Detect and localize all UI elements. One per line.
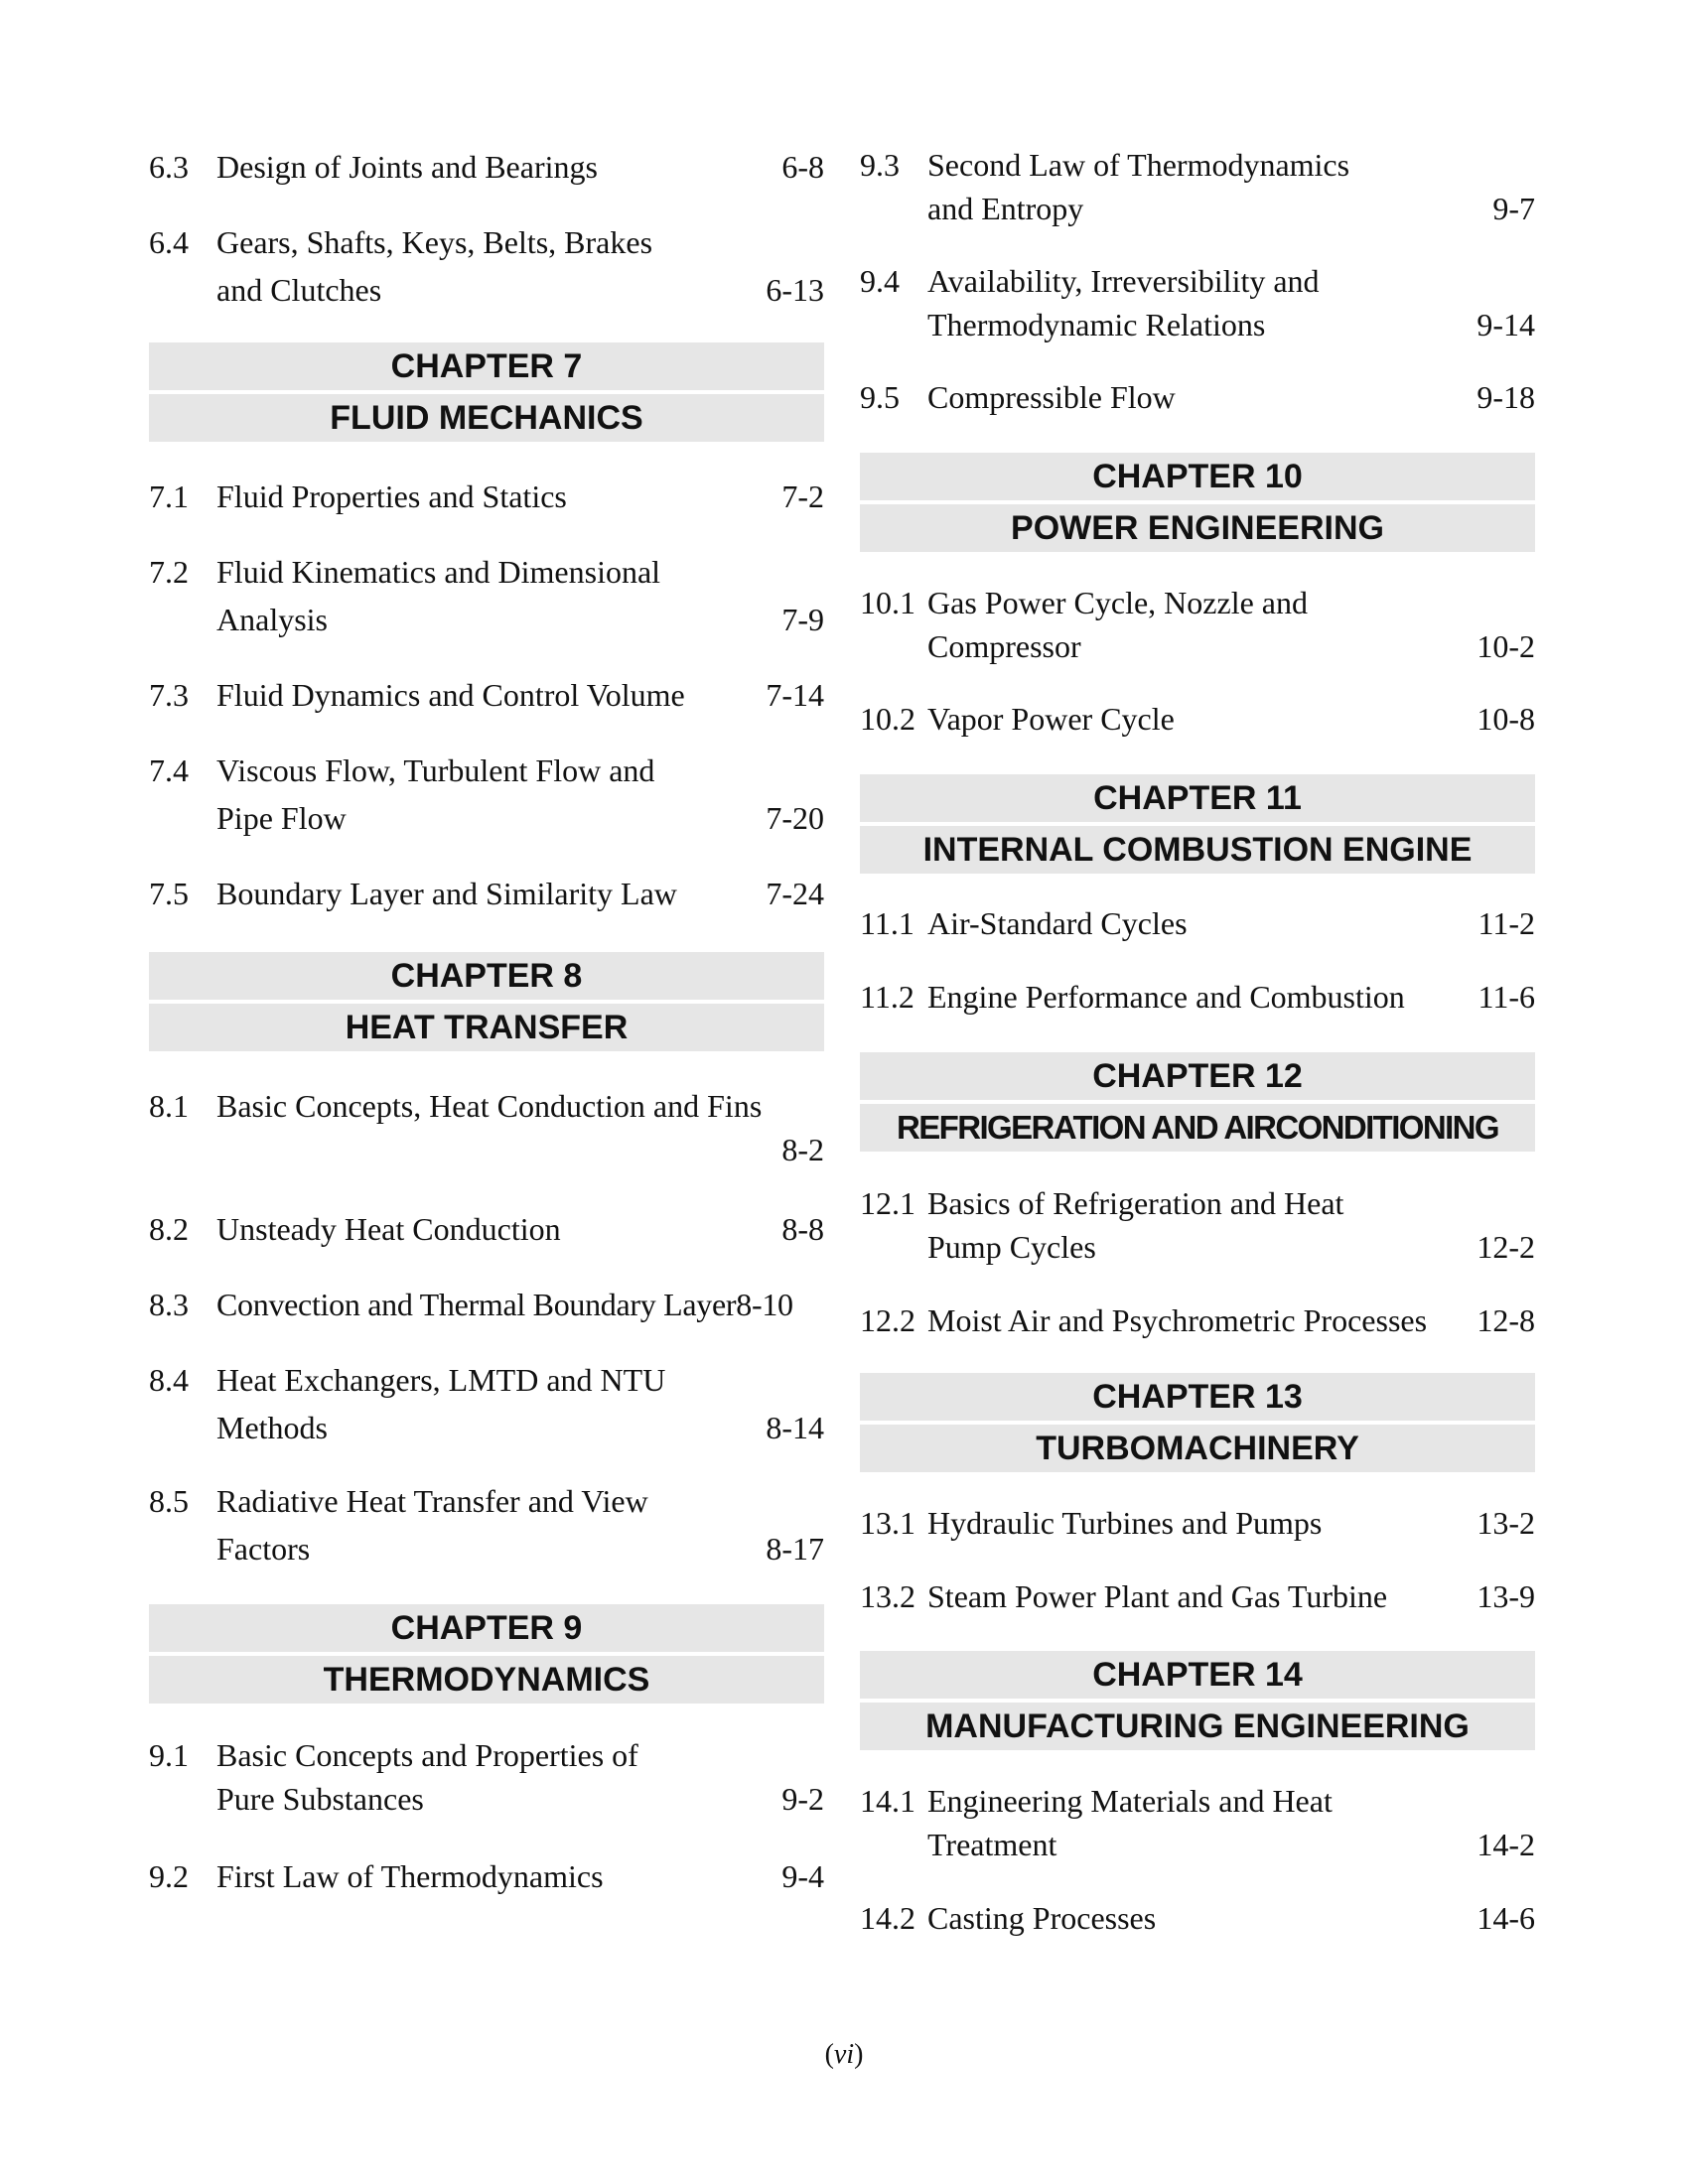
chapter-name: HEAT TRANSFER: [149, 1004, 824, 1051]
chapter-name: TURBOMACHINERY: [860, 1425, 1535, 1472]
section-title-continued: Factors: [216, 1531, 311, 1567]
section-title: Hydraulic Turbines and Pumps: [927, 1505, 1323, 1541]
section-number: 14.2: [860, 1900, 915, 1936]
page-reference: 8-17: [766, 1531, 824, 1567]
section-number: 11.2: [860, 979, 914, 1015]
section-title: Viscous Flow, Turbulent Flow and: [216, 752, 655, 788]
section-title: Fluid Properties and Statics: [216, 478, 567, 514]
section-number: 8.1: [149, 1088, 189, 1124]
section-number: 8.3: [149, 1287, 189, 1322]
section-title: Engine Performance and Combustion: [927, 979, 1405, 1015]
section-number: 7.5: [149, 876, 189, 911]
chapter-name: INTERNAL COMBUSTION ENGINE: [860, 826, 1535, 874]
page-reference: 13-9: [1477, 1578, 1535, 1614]
section-number: 9.3: [860, 147, 900, 183]
chapter-name: FLUID MECHANICS: [149, 394, 824, 442]
page-reference: 9-4: [781, 1858, 824, 1894]
section-title: Air-Standard Cycles: [927, 905, 1188, 941]
section-number: 13.1: [860, 1505, 915, 1541]
section-title: Vapor Power Cycle: [927, 701, 1175, 737]
section-title: Gears, Shafts, Keys, Belts, Brakes: [216, 224, 653, 260]
section-number: 14.1: [860, 1783, 915, 1819]
section-title: Basic Concepts and Properties of: [216, 1737, 638, 1773]
page-reference: 9-18: [1477, 379, 1535, 415]
section-title: Fluid Kinematics and Dimensional: [216, 554, 661, 590]
section-number: 8.2: [149, 1211, 189, 1247]
page-reference: 10-2: [1477, 628, 1535, 664]
section-title: Basics of Refrigeration and Heat: [927, 1185, 1344, 1221]
page-reference: 6-8: [781, 149, 824, 185]
chapter-name: MANUFACTURING ENGINEERING: [860, 1703, 1535, 1750]
section-number: 8.5: [149, 1483, 189, 1519]
section-title: Availability, Irreversibility and: [927, 263, 1320, 299]
section-number: 9.2: [149, 1858, 189, 1894]
page-reference: 7-20: [766, 800, 824, 836]
page-reference: 6-13: [766, 272, 824, 308]
section-title: Steam Power Plant and Gas Turbine: [927, 1578, 1388, 1614]
section-number: 12.1: [860, 1185, 915, 1221]
section-title-continued: and Entropy: [927, 191, 1084, 226]
section-number: 9.4: [860, 263, 900, 299]
chapter-name: THERMODYNAMICS: [149, 1656, 824, 1704]
section-title: Casting Processes: [927, 1900, 1157, 1936]
section-title: Second Law of Thermodynamics: [927, 147, 1350, 183]
section-number: 6.4: [149, 224, 189, 260]
chapter-label: CHAPTER 12: [860, 1052, 1535, 1100]
section-title: Boundary Layer and Similarity Law: [216, 876, 677, 911]
page-reference: 14-2: [1477, 1827, 1535, 1862]
section-number: 7.4: [149, 752, 189, 788]
chapter-name: POWER ENGINEERING: [860, 504, 1535, 552]
section-title: Compressible Flow: [927, 379, 1176, 415]
section-number: 6.3: [149, 149, 189, 185]
page-reference: 14-6: [1477, 1900, 1535, 1936]
section-number: 7.1: [149, 478, 189, 514]
section-title: Engineering Materials and Heat: [927, 1783, 1333, 1819]
section-title: Unsteady Heat Conduction: [216, 1211, 561, 1247]
section-title: Gas Power Cycle, Nozzle and: [927, 585, 1308, 620]
chapter-label: CHAPTER 9: [149, 1604, 824, 1652]
page-reference: 12-2: [1477, 1229, 1535, 1265]
section-number: 10.1: [860, 585, 915, 620]
page-reference: 11-2: [1477, 905, 1535, 941]
section-title-continued: Pure Substances: [216, 1781, 424, 1817]
page-reference: 12-8: [1477, 1302, 1535, 1338]
section-number: 13.2: [860, 1578, 915, 1614]
section-number: 9.1: [149, 1737, 189, 1773]
section-title-continued: and Clutches: [216, 272, 382, 308]
section-title: Radiative Heat Transfer and View: [216, 1483, 648, 1519]
chapter-label: CHAPTER 10: [860, 453, 1535, 500]
section-number: 9.5: [860, 379, 900, 415]
section-title: Fluid Dynamics and Control Volume: [216, 677, 685, 713]
section-number: 12.2: [860, 1302, 915, 1338]
page-reference: 8-14: [766, 1410, 824, 1445]
page-reference: 8-2: [781, 1132, 824, 1167]
page-number: (vi): [824, 2039, 864, 2070]
page-reference: 8-8: [781, 1211, 824, 1247]
section-title-continued: Compressor: [927, 628, 1081, 664]
section-title: Convection and Thermal Boundary Layer8-10: [216, 1287, 793, 1322]
page-reference: 7-14: [766, 677, 824, 713]
section-number: 7.3: [149, 677, 189, 713]
page-reference: 9-14: [1477, 307, 1535, 342]
section-title-continued: Pump Cycles: [927, 1229, 1096, 1265]
section-title-continued: Thermodynamic Relations: [927, 307, 1266, 342]
page-reference: 7-9: [781, 602, 824, 637]
chapter-name: REFRIGERATION AND AIRCONDITIONING: [860, 1104, 1535, 1152]
chapter-label: CHAPTER 8: [149, 952, 824, 1000]
section-title: Moist Air and Psychrometric Processes: [927, 1302, 1428, 1338]
page-reference: 7-2: [781, 478, 824, 514]
section-number: 8.4: [149, 1362, 189, 1398]
section-title-continued: Treatment: [927, 1827, 1057, 1862]
chapter-label: CHAPTER 11: [860, 774, 1535, 822]
chapter-label: CHAPTER 13: [860, 1373, 1535, 1421]
section-title-continued: Pipe Flow: [216, 800, 347, 836]
section-title-continued: Analysis: [216, 602, 328, 637]
page-reference: 9-2: [781, 1781, 824, 1817]
page-reference: 7-24: [766, 876, 824, 911]
section-title: Basic Concepts, Heat Conduction and Fins: [216, 1088, 763, 1124]
section-title-continued: Methods: [216, 1410, 328, 1445]
page-reference: 10-8: [1477, 701, 1535, 737]
section-title: Heat Exchangers, LMTD and NTU: [216, 1362, 666, 1398]
section-number: 11.1: [860, 905, 914, 941]
page-reference: 13-2: [1477, 1505, 1535, 1541]
section-title: Design of Joints and Bearings: [216, 149, 598, 185]
section-number: 10.2: [860, 701, 915, 737]
chapter-label: CHAPTER 14: [860, 1651, 1535, 1699]
section-number: 7.2: [149, 554, 189, 590]
page-reference: 9-7: [1492, 191, 1535, 226]
section-title: First Law of Thermodynamics: [216, 1858, 604, 1894]
chapter-label: CHAPTER 7: [149, 342, 824, 390]
page-reference: 11-6: [1477, 979, 1535, 1015]
